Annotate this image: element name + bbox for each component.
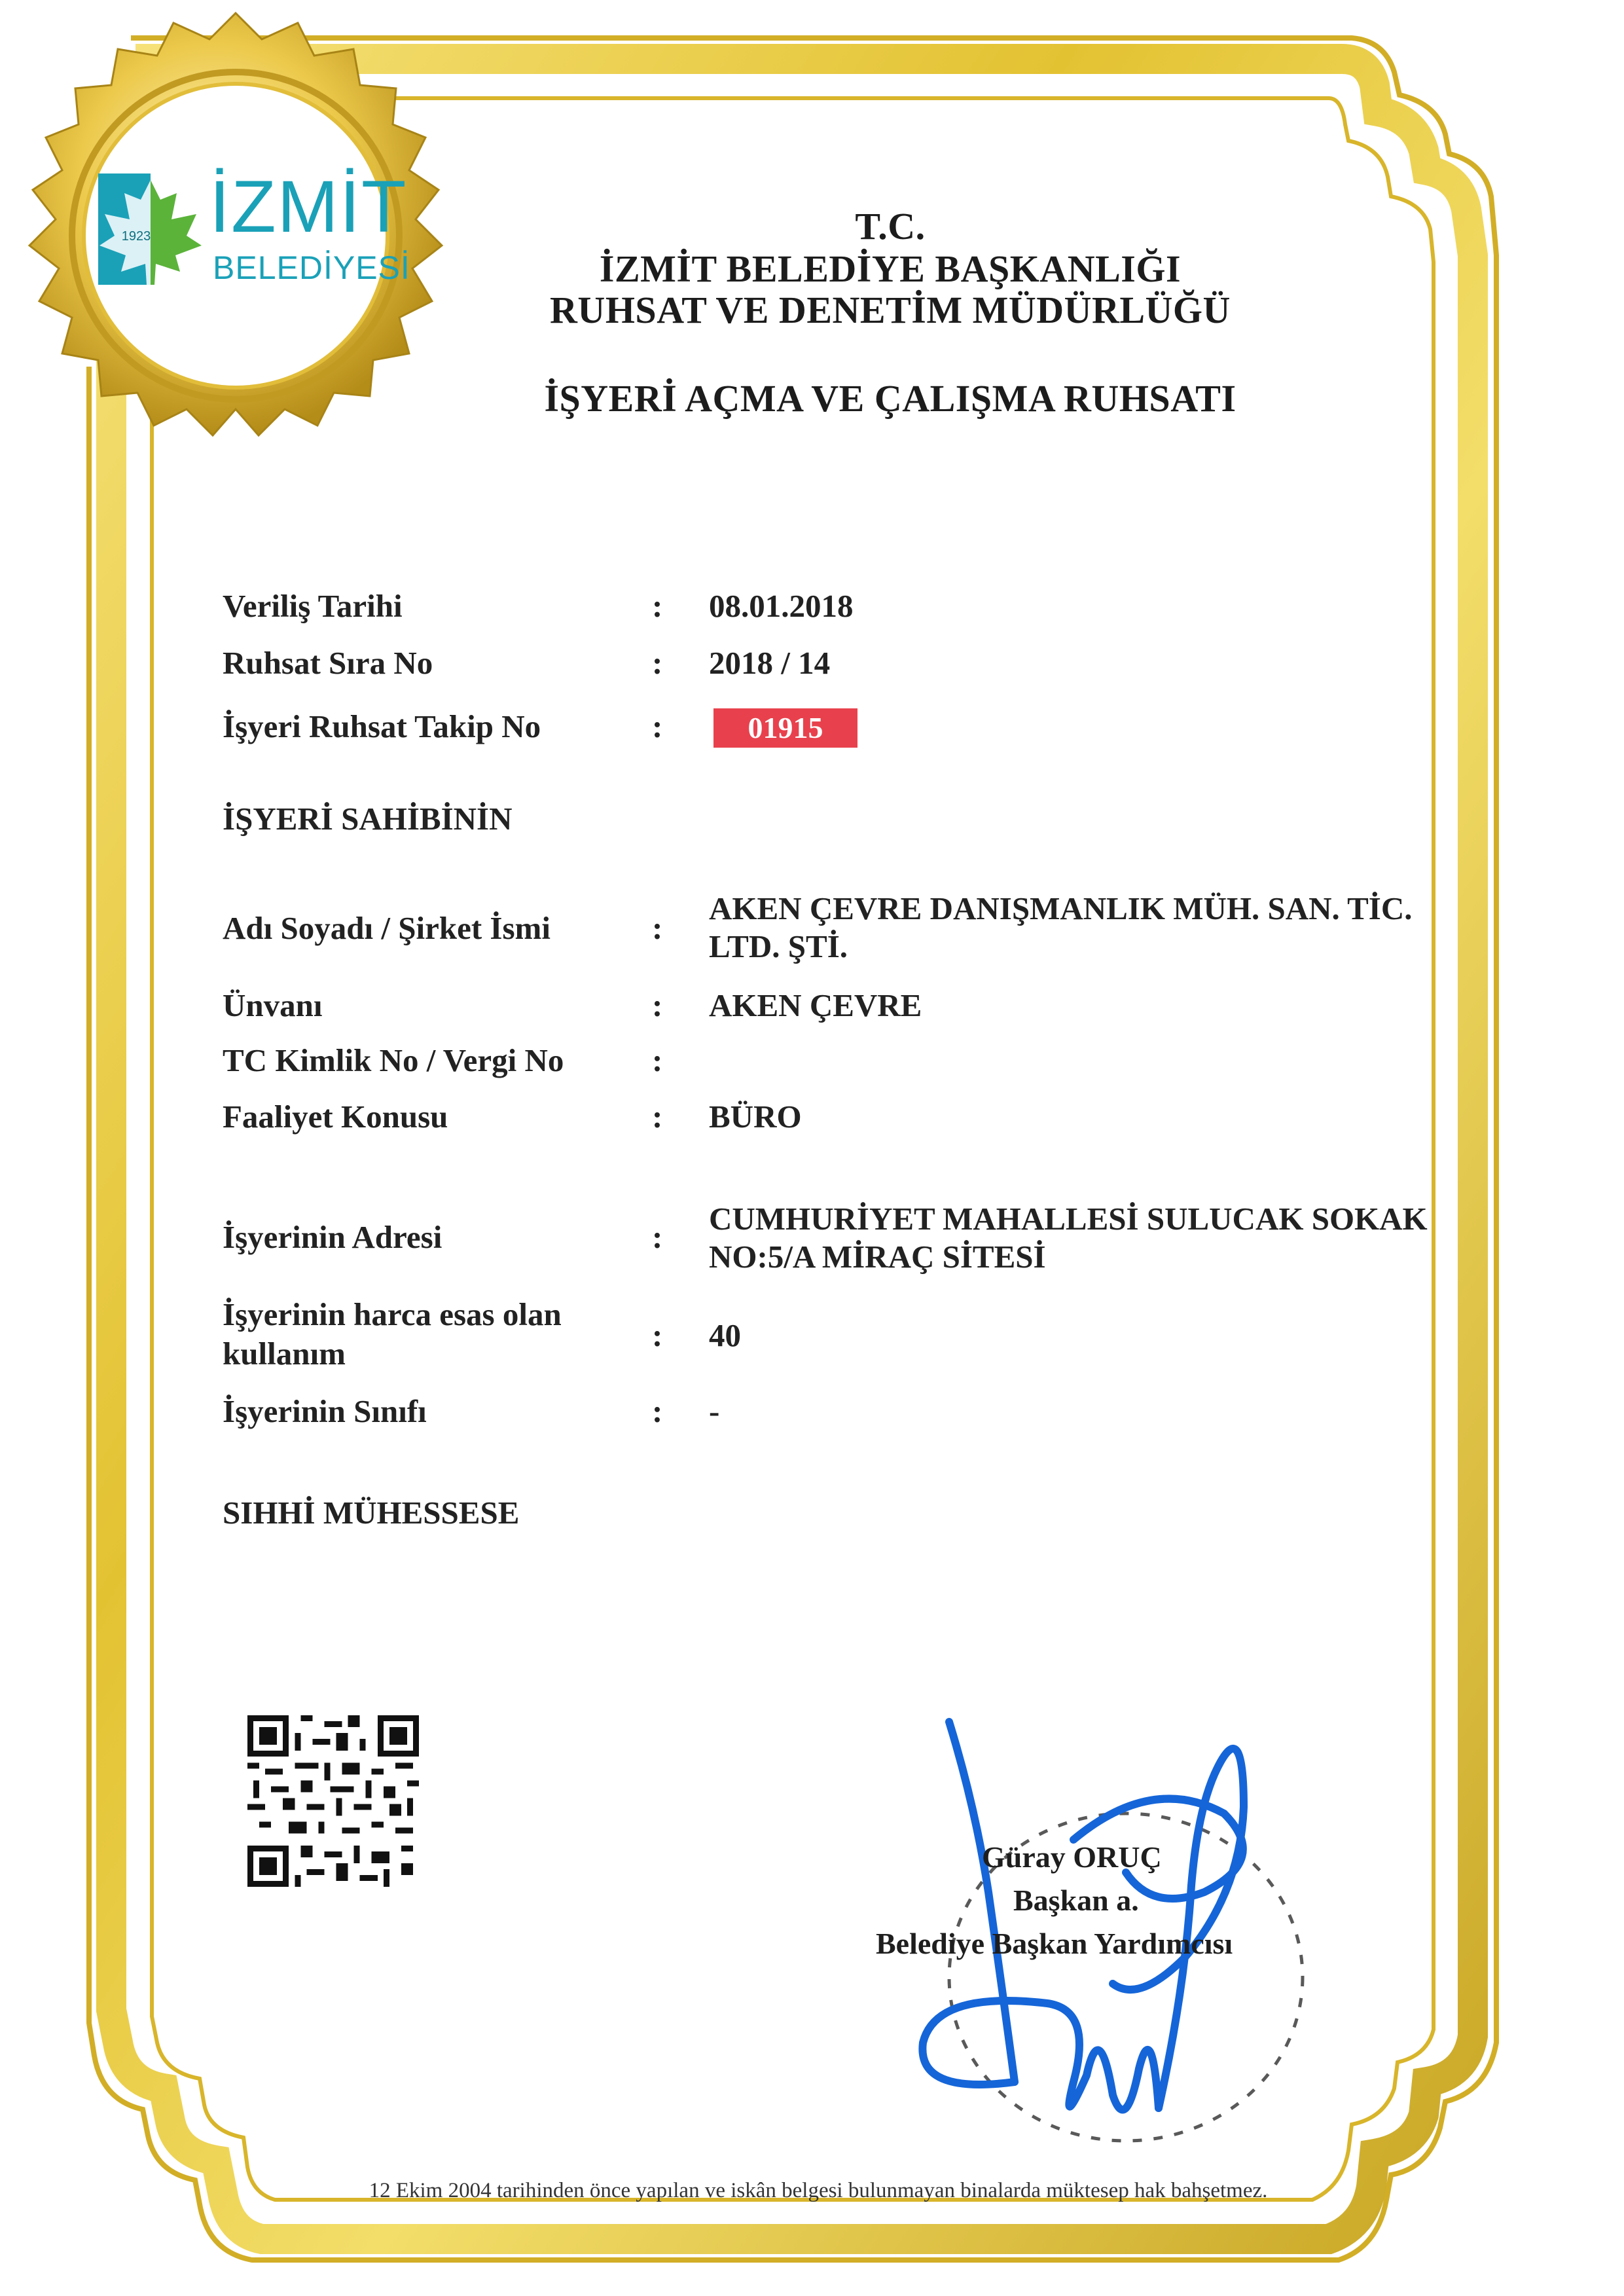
signer-role-line1: Başkan a. bbox=[1013, 1884, 1139, 1917]
colon-separator: : bbox=[652, 910, 663, 946]
colon-separator: : bbox=[652, 708, 663, 744]
sequence-value: 2018 / 14 bbox=[709, 645, 831, 681]
footer-note: 12 Ekim 2004 tarihinden önce yapılan ve iskân belgesi bulunmayan binalarda müktesep hak bahşetmez. bbox=[369, 2179, 1268, 2202]
sequence-label: Ruhsat Sıra No bbox=[223, 645, 433, 681]
owner-name-label: Adı Soyadı / Şirket İsmi bbox=[223, 910, 550, 946]
colon-separator: : bbox=[652, 1219, 663, 1255]
header-directorate: RUHSAT VE DENETİM MÜDÜRLÜĞÜ bbox=[550, 289, 1231, 331]
qr-code-icon bbox=[247, 1715, 419, 1887]
seal-year: 1923 bbox=[121, 229, 151, 244]
issue-date-value: 08.01.2018 bbox=[709, 588, 854, 624]
tracking-number-badge: 01915 bbox=[713, 708, 857, 748]
colon-separator: : bbox=[652, 1393, 663, 1429]
class-value: - bbox=[709, 1393, 720, 1429]
owner-name-line2: LTD. ŞTİ. bbox=[709, 928, 848, 964]
usage-label-line1: İşyerinin harca esas olan bbox=[223, 1296, 562, 1332]
signer-role-line2: Belediye Başkan Yardımcısı bbox=[876, 1927, 1233, 1960]
colon-separator: : bbox=[652, 645, 663, 681]
colon-separator: : bbox=[652, 588, 663, 624]
owner-name-line1: AKEN ÇEVRE DANIŞMANLIK MÜH. SAN. TİC. bbox=[709, 890, 1413, 926]
signature-stamp-icon bbox=[877, 1676, 1348, 2174]
header-tc: T.C. bbox=[855, 205, 926, 247]
usage-value: 40 bbox=[709, 1317, 741, 1353]
address-line1: CUMHURİYET MAHALLESİ SULUCAK SOKAK bbox=[709, 1201, 1428, 1237]
owner-title-value: AKEN ÇEVRE bbox=[709, 987, 922, 1023]
tracking-label: İşyeri Ruhsat Takip No bbox=[223, 708, 541, 744]
activity-label: Faaliyet Konusu bbox=[223, 1099, 448, 1135]
usage-label-line2: kullanım bbox=[223, 1336, 346, 1372]
header-municipality: İZMİT BELEDİYE BAŞKANLIĞI bbox=[599, 247, 1182, 290]
tax-id-label: TC Kimlik No / Vergi No bbox=[223, 1042, 564, 1078]
colon-separator: : bbox=[652, 1099, 663, 1135]
colon-separator: : bbox=[652, 1042, 663, 1078]
signer-name: Güray ORUÇ bbox=[982, 1840, 1162, 1874]
colon-separator: : bbox=[652, 1317, 663, 1353]
class-label: İşyerinin Sınıfı bbox=[223, 1393, 427, 1429]
address-label: İşyerinin Adresi bbox=[223, 1219, 442, 1255]
seal-brand-name: İZMİT bbox=[209, 166, 408, 247]
category-title: SIHHİ MÜHESSESE bbox=[223, 1495, 520, 1531]
issue-date-label: Veriliş Tarihi bbox=[223, 588, 403, 624]
activity-value: BÜRO bbox=[709, 1099, 802, 1135]
seal-brand-sub: BELEDİYESİ bbox=[213, 249, 410, 286]
owner-section-title: İŞYERİ SAHİBİNİN bbox=[223, 801, 513, 837]
document-title: İŞYERİ AÇMA VE ÇALIŞMA RUHSATI bbox=[544, 377, 1236, 420]
address-line2: NO:5/A MİRAÇ SİTESİ bbox=[709, 1239, 1046, 1275]
owner-title-label: Ünvanı bbox=[223, 987, 323, 1023]
colon-separator: : bbox=[652, 987, 663, 1023]
